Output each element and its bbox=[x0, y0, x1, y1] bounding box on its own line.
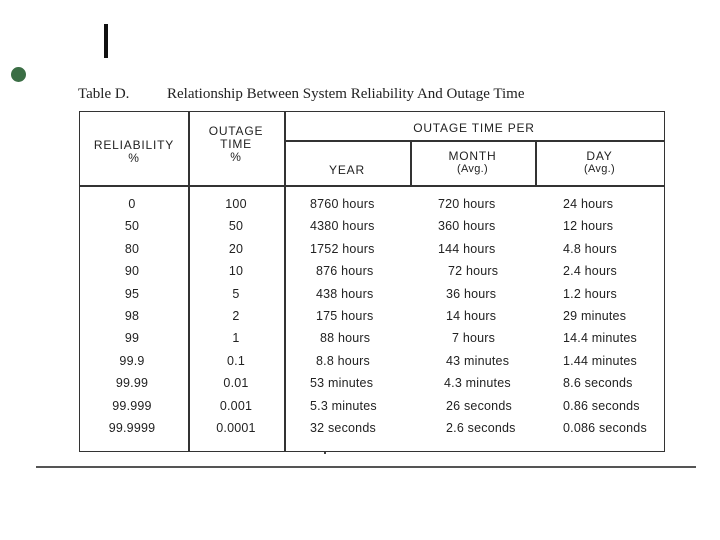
cell-day: 12 hours bbox=[563, 219, 614, 234]
cell-reliability: 99.99 bbox=[115, 376, 149, 391]
cell-month: 144 hours bbox=[438, 241, 496, 256]
cell-reliability: 99.9999 bbox=[108, 421, 156, 435]
header-reliability-unit: % bbox=[128, 151, 140, 165]
header-day bbox=[535, 150, 664, 176]
divider-header-body bbox=[80, 185, 664, 187]
cell-reliability: 98 bbox=[124, 309, 140, 323]
cell-outage: 2 bbox=[232, 309, 240, 323]
header-outage-label: OUTAGE bbox=[208, 124, 264, 138]
cell-day: 4.8 hours bbox=[563, 241, 617, 256]
cell-month: 36 hours bbox=[446, 286, 497, 301]
cell-day: 1.2 hours bbox=[563, 286, 617, 301]
scan-mark bbox=[324, 452, 326, 454]
cell-day: 14.4 minutes bbox=[563, 331, 637, 346]
cell-reliability: 50 bbox=[124, 219, 140, 234]
cell-month: 14 hours bbox=[446, 309, 497, 323]
cell-day: 0.86 seconds bbox=[563, 398, 640, 413]
cell-reliability: 99.999 bbox=[112, 398, 152, 413]
bullet-dot-icon bbox=[11, 67, 26, 82]
cell-outage: 0.0001 bbox=[216, 421, 256, 435]
cell-year: 438 hours bbox=[316, 286, 374, 301]
cell-day: 1.44 minutes bbox=[563, 353, 637, 368]
cell-month: 72 hours bbox=[448, 264, 499, 279]
cell-day: 0.086 seconds bbox=[563, 421, 647, 435]
cell-year: 8.8 hours bbox=[316, 353, 370, 368]
cell-day: 2.4 hours bbox=[563, 264, 617, 279]
cell-reliability: 99.9 bbox=[119, 353, 145, 368]
header-month bbox=[410, 150, 535, 176]
cell-month: 43 minutes bbox=[446, 353, 510, 368]
cell-reliability: 99 bbox=[124, 331, 140, 346]
cell-outage: 1 bbox=[232, 331, 240, 346]
header-outage-time-per: OUTAGE TIME PER bbox=[413, 121, 535, 135]
cell-year: 5.3 minutes bbox=[310, 398, 377, 413]
cell-outage: 0.001 bbox=[219, 398, 253, 413]
reliability-table bbox=[79, 111, 665, 452]
header-outage bbox=[188, 125, 284, 164]
table-title: Relationship Between System Reliability And Outage Time bbox=[167, 86, 525, 102]
header-month-sub: (Avg.) bbox=[457, 163, 488, 175]
cell-month: 26 seconds bbox=[446, 398, 512, 413]
cell-month: 7 hours bbox=[452, 331, 496, 346]
header-day-label: DAY bbox=[586, 149, 613, 163]
table-caption bbox=[78, 86, 638, 108]
cell-outage: 10 bbox=[228, 264, 244, 279]
cell-day: 29 minutes bbox=[563, 309, 627, 323]
text-cursor-bar bbox=[104, 24, 108, 58]
cell-year: 88 hours bbox=[320, 331, 371, 346]
cell-outage: 100 bbox=[225, 197, 247, 211]
header-day-sub: (Avg.) bbox=[584, 163, 615, 175]
table-number: Table D. bbox=[78, 86, 130, 102]
cell-month: 4.3 minutes bbox=[444, 376, 511, 391]
cell-month: 360 hours bbox=[438, 219, 496, 234]
divider-col-2 bbox=[284, 112, 286, 451]
cell-outage: 0.1 bbox=[227, 353, 245, 368]
header-outage-unit: % bbox=[230, 150, 242, 164]
header-reliability-label: RELIABILITY bbox=[93, 138, 175, 152]
cell-reliability: 90 bbox=[124, 264, 140, 279]
cell-reliability: 95 bbox=[124, 286, 140, 301]
cell-month: 720 hours bbox=[438, 197, 496, 211]
cell-outage: 50 bbox=[228, 219, 244, 234]
divider-header-sub bbox=[284, 140, 664, 142]
cell-year: 1752 hours bbox=[310, 241, 375, 256]
cell-year: 8760 hours bbox=[310, 197, 375, 211]
cell-year: 876 hours bbox=[316, 264, 374, 279]
bottom-rule bbox=[36, 466, 696, 468]
header-year: YEAR bbox=[329, 163, 365, 177]
cell-outage: 0.01 bbox=[223, 376, 249, 391]
cell-year: 32 seconds bbox=[310, 421, 376, 435]
cell-reliability: 0 bbox=[128, 197, 136, 211]
cell-outage: 5 bbox=[232, 286, 240, 301]
header-reliability bbox=[80, 139, 188, 165]
cell-day: 8.6 seconds bbox=[563, 376, 633, 391]
cell-year: 175 hours bbox=[316, 309, 374, 323]
header-month-label: MONTH bbox=[448, 149, 497, 163]
cell-month: 2.6 seconds bbox=[446, 421, 516, 435]
cell-reliability: 80 bbox=[124, 241, 140, 256]
cell-outage: 20 bbox=[228, 241, 244, 256]
cell-year: 53 minutes bbox=[310, 376, 374, 391]
cell-year: 4380 hours bbox=[310, 219, 375, 234]
header-outage-label-2: TIME bbox=[220, 137, 252, 151]
cell-day: 24 hours bbox=[563, 197, 614, 211]
